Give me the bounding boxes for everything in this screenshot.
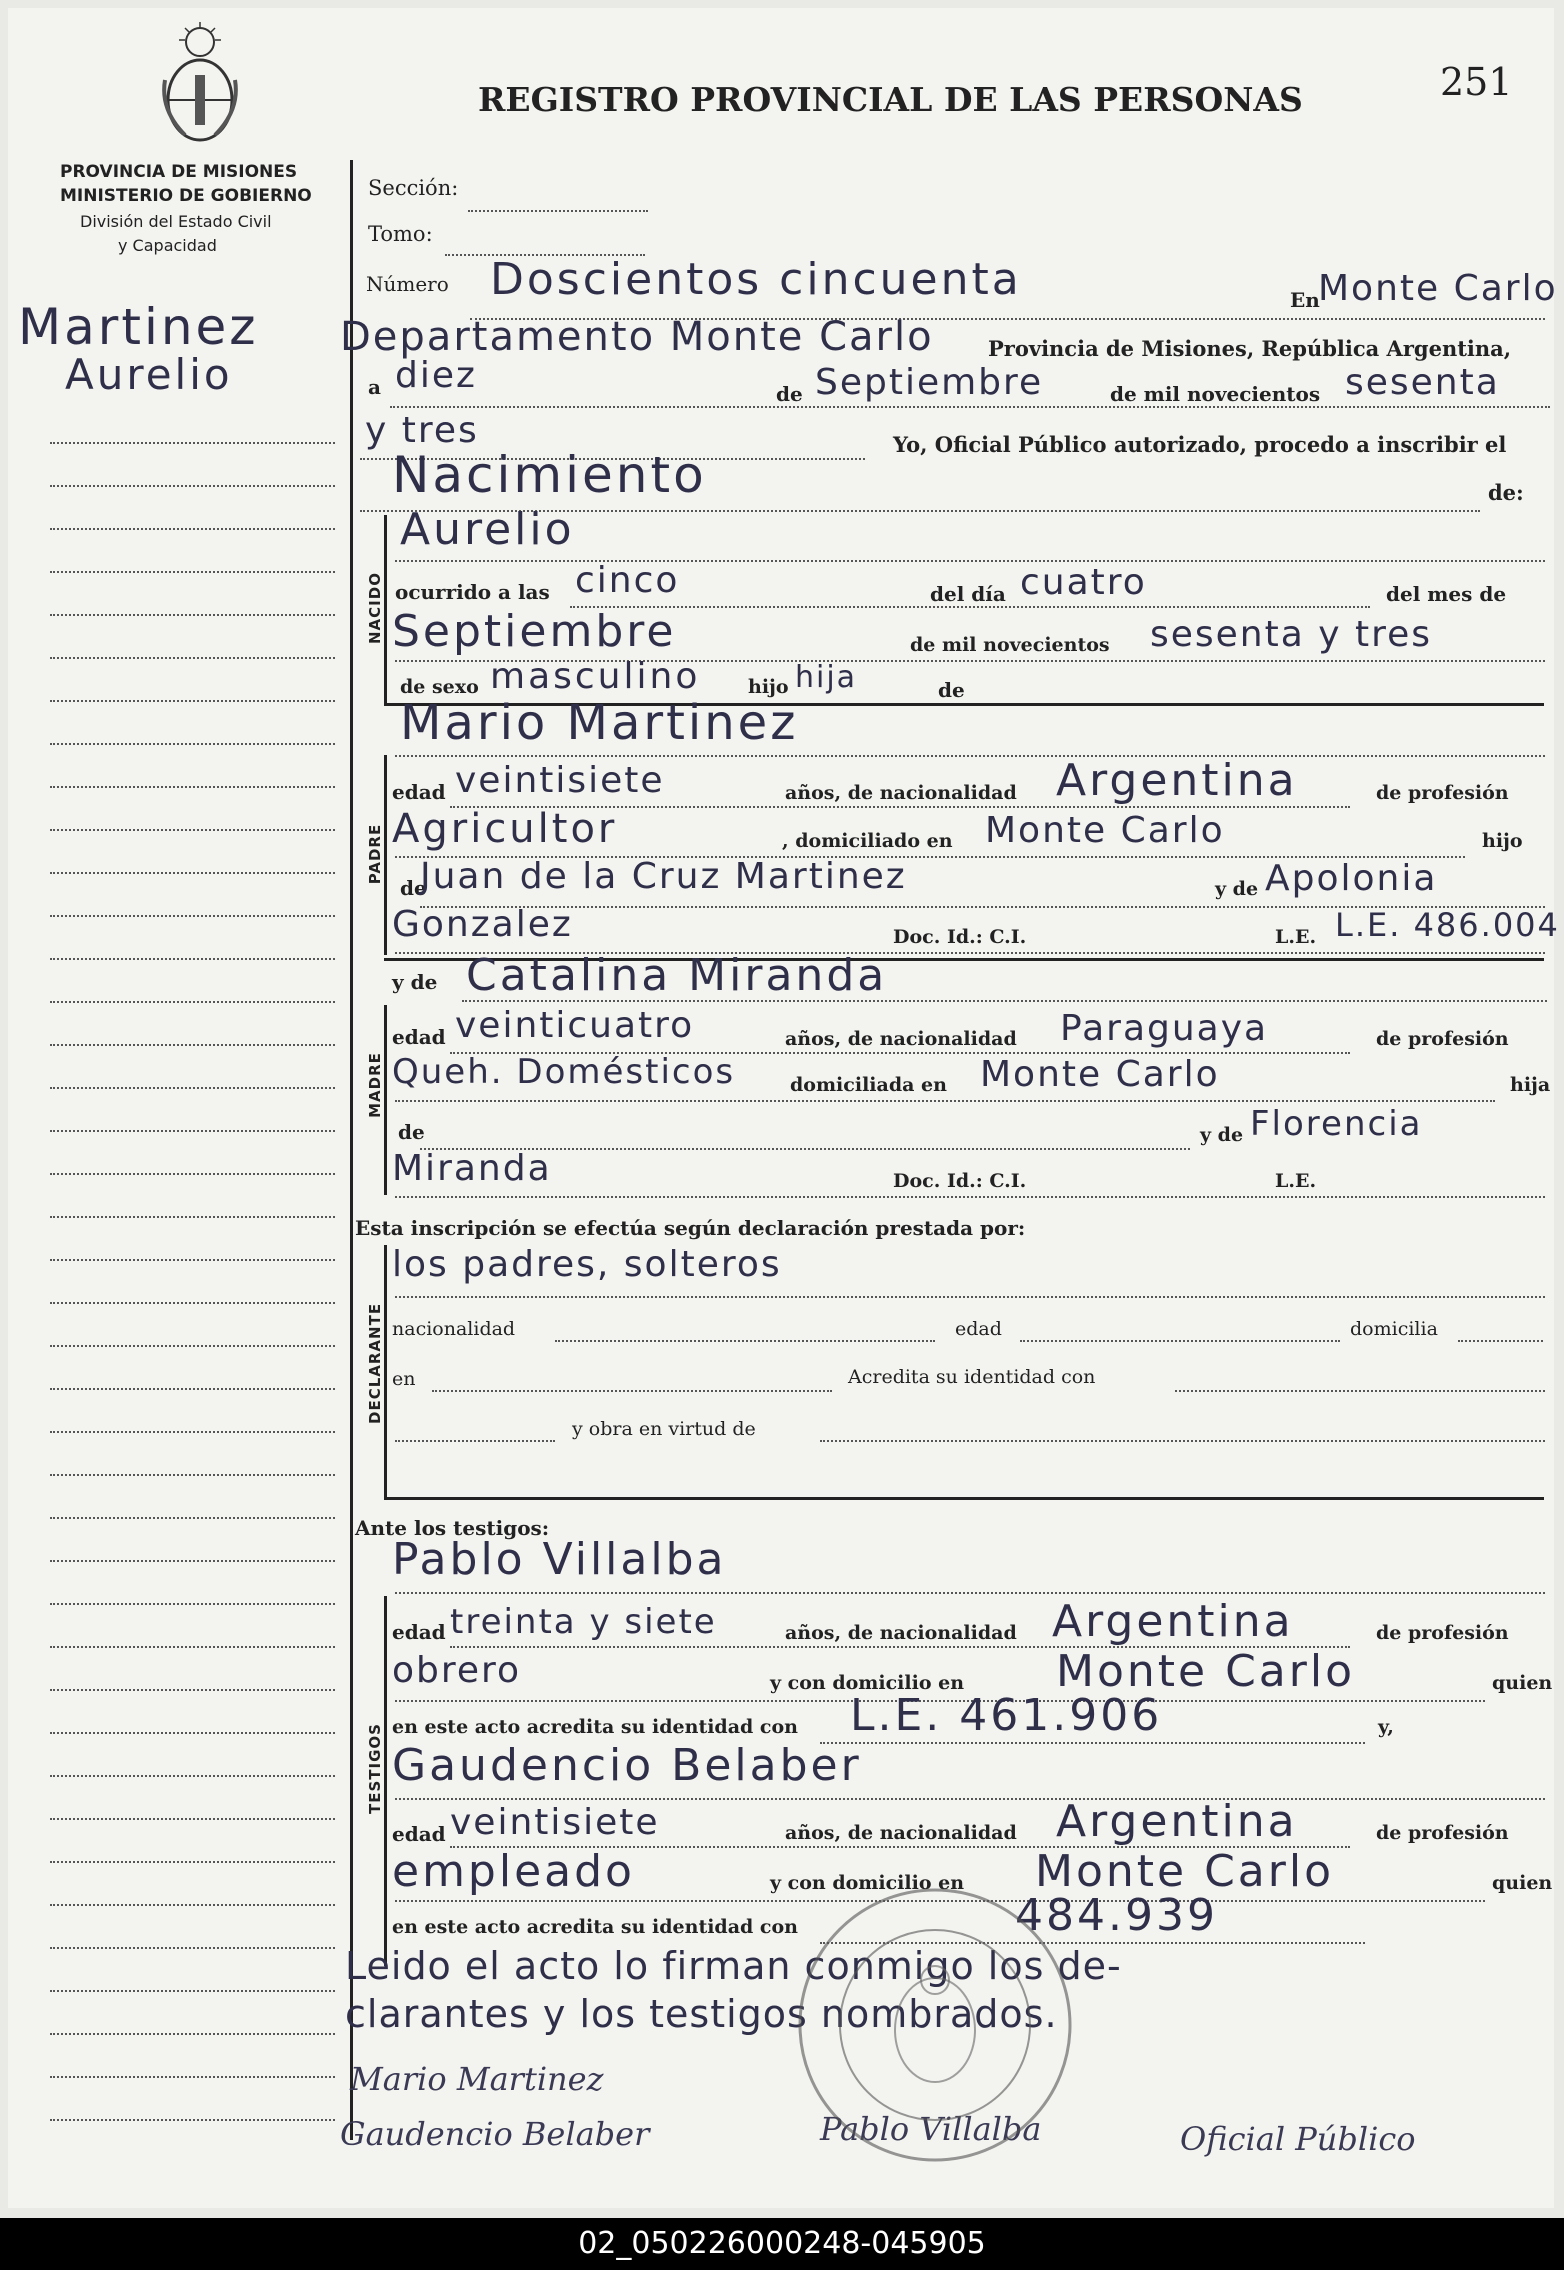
margin-line	[50, 1947, 335, 1949]
margin-line	[50, 1216, 335, 1218]
signature-witness-1: Pablo Villalba	[820, 2110, 1042, 2148]
obra-line-left	[395, 1440, 555, 1442]
margin-line	[50, 1603, 335, 1605]
margin-line	[50, 786, 335, 788]
margin-line	[50, 915, 335, 917]
margin-line	[50, 442, 335, 444]
testigo2-nombre-line	[395, 1798, 1545, 1800]
margin-line	[50, 614, 335, 616]
testigo2-nombre-value: Gaudencio Belaber	[392, 1740, 862, 1791]
inscripcion-label: Esta inscripción se efectúa según declaración prestada por:	[355, 1216, 1026, 1240]
testigo1-profesion-value: obrero	[392, 1650, 522, 1691]
fecha-line	[390, 406, 1550, 408]
testigo1-profesion-label: de profesión	[1376, 1622, 1509, 1644]
nacionalidad-label: nacionalidad	[392, 1318, 516, 1340]
margin-line	[50, 2076, 335, 2078]
coat-of-arms-emblem	[155, 20, 245, 145]
declarante-side-label: DECLARANTE	[366, 1302, 384, 1424]
madre-profesion-value: Queh. Domésticos	[392, 1052, 736, 1092]
mes-inscripcion-value: Septiembre	[815, 362, 1044, 403]
testigos-side-label: TESTIGOS	[366, 1723, 384, 1814]
testigo2-edad-label: edad	[392, 1822, 446, 1846]
margin-line	[50, 1818, 335, 1820]
margin-line	[50, 700, 335, 702]
seccion-label: Sección:	[368, 176, 459, 200]
del-dia-label: del día	[930, 582, 1006, 606]
de-colon-label: de:	[1488, 480, 1524, 505]
margin-line	[50, 1689, 335, 1691]
signature-father: Mario Martinez	[350, 2060, 604, 2098]
madre-hija-label: hija	[1510, 1074, 1551, 1096]
testigo1-anos-nac-label: años, de nacionalidad	[785, 1622, 1017, 1644]
sexo-label: de sexo	[400, 676, 479, 698]
obra-label: y obra en virtud de	[572, 1418, 756, 1440]
nacionalidad-line	[555, 1340, 935, 1342]
abuelo-paterno-value: Juan de la Cruz Martinez	[420, 856, 907, 897]
padre-nombre-value: Mario Martinez	[400, 695, 799, 751]
abuela-paterna-value: Apolonia	[1265, 858, 1438, 899]
numero-value: Doscientos cincuenta	[490, 254, 1022, 305]
en-value: Monte Carlo	[1318, 268, 1558, 309]
padre-side-label: PADRE	[366, 823, 384, 885]
dia-inscripcion-value: diez	[395, 355, 477, 396]
padre-domicilio-value: Monte Carlo	[985, 810, 1225, 851]
yo-label: Yo, Oficial Público autorizado, procedo a inscribir el	[893, 432, 1507, 457]
margin-line	[50, 1173, 335, 1175]
padre-nacionalidad-value: Argentina	[1056, 755, 1298, 806]
testigo1-documento-line	[820, 1742, 1365, 1744]
testigo2-profesion-label: de profesión	[1376, 1822, 1509, 1844]
nota-linea-2: clarantes y los testigos nombrados.	[345, 1992, 1058, 2036]
madre-nacionalidad-value: Paraguaya	[1060, 1008, 1269, 1049]
margin-line	[50, 1560, 335, 1562]
acto-value: Nacimiento	[392, 446, 707, 504]
margin-line	[50, 1990, 335, 1992]
margin-line	[50, 872, 335, 874]
abuela-materna-value: Florencia	[1250, 1104, 1423, 1144]
madre-y-de2-label: y de	[1200, 1124, 1244, 1146]
padre-le-label: L.E.	[1275, 926, 1317, 948]
division-label-2: y Capacidad	[118, 236, 217, 255]
padre-doc-label: Doc. Id.: C.I.	[893, 926, 1027, 948]
obra-line	[820, 1440, 1545, 1442]
de-mil-label: de mil novecientos	[1110, 382, 1321, 406]
testigo1-edad-label: edad	[392, 1620, 446, 1644]
de-label: de	[776, 382, 803, 406]
signature-witness-2: Gaudencio Belaber	[340, 2115, 650, 2153]
nombre-line	[395, 560, 1545, 562]
madre-le-label: L.E.	[1275, 1170, 1317, 1192]
edad2-line	[1020, 1340, 1340, 1342]
nacido-side-label: NACIDO	[366, 572, 384, 644]
signature-official: Oficial Público	[1180, 2120, 1416, 2158]
madre-rule	[384, 1005, 387, 1195]
en-label: En	[1290, 288, 1320, 312]
official-seal-stamp	[790, 1880, 1080, 2170]
padre-hijo-label: hijo	[1482, 830, 1523, 852]
del-mes-label: del mes de	[1386, 582, 1507, 606]
margin-line	[50, 1130, 335, 1132]
padre-de-label: de	[400, 876, 427, 900]
testigo1-quien-label: quien	[1492, 1672, 1553, 1694]
division-label: División del Estado Civil	[80, 212, 272, 231]
padre-domicilio-label: , domiciliado en	[782, 830, 953, 852]
margin-line	[50, 2119, 335, 2121]
acredita-label: Acredita su identidad con	[848, 1366, 1096, 1388]
margin-line	[50, 1259, 335, 1261]
padre-nombre-line	[395, 755, 1545, 757]
margin-line	[50, 571, 335, 573]
padre-edad-value: veintisiete	[455, 760, 665, 801]
margin-line	[50, 1044, 335, 1046]
main-vertical-rule	[350, 160, 353, 2140]
edad2-label: edad	[955, 1318, 1002, 1340]
ministry-label: MINISTERIO DE GOBIERNO	[60, 186, 312, 206]
testigo2-documento-value: 484.939	[1015, 1890, 1218, 1941]
a-label: a	[368, 375, 381, 399]
madre-doc-label: Doc. Id.: C.I.	[893, 1170, 1027, 1192]
declarante-bottom-rule	[384, 1497, 1544, 1500]
de-mil2-label: de mil novecientos	[910, 634, 1110, 656]
testigo2-nacionalidad-value: Argentina	[1056, 1796, 1298, 1847]
testigos-label: Ante los testigos:	[355, 1516, 550, 1540]
tomo-label: Tomo:	[368, 222, 433, 246]
testigo1-nombre-line	[395, 1592, 1545, 1594]
margin-line	[50, 1001, 335, 1003]
margin-line	[50, 1775, 335, 1777]
padre-profesion-label: de profesión	[1376, 782, 1509, 804]
padre-y-de-label: y de	[1215, 878, 1259, 900]
page-title: REGISTRO PROVINCIAL DE LAS PERSONAS	[478, 80, 1303, 119]
margin-line	[50, 1904, 335, 1906]
margin-line	[50, 1087, 335, 1089]
margin-line	[50, 1431, 335, 1433]
declarante-rule	[384, 1245, 387, 1500]
dia-value: cuatro	[1020, 562, 1147, 603]
margin-line	[50, 1732, 335, 1734]
abuela-paterna-value-2: Gonzalez	[392, 904, 573, 945]
margin-line	[50, 1388, 335, 1390]
padre-anos-nac-label: años, de nacionalidad	[785, 782, 1017, 804]
acredita-line	[1175, 1390, 1545, 1392]
domicilia-label: domicilia	[1350, 1318, 1438, 1340]
sexo-value: masculino	[490, 656, 701, 697]
en2-label: en	[392, 1368, 416, 1390]
madre-edad-label: edad	[392, 1025, 446, 1049]
ocurrido-label: ocurrido a las	[395, 580, 550, 604]
y-comma-label: y,	[1378, 1716, 1394, 1738]
provincia-label: Provincia de Misiones, República Argentina,	[988, 336, 1512, 361]
mes-value: Septiembre	[392, 606, 677, 657]
margin-line	[50, 1861, 335, 1863]
testigo1-nacionalidad-value: Argentina	[1052, 1596, 1294, 1647]
margin-surname: Martinez	[18, 298, 259, 356]
anio-inscripcion-value: sesenta	[1345, 362, 1500, 403]
de2-label: de	[938, 678, 965, 702]
hora-line	[570, 606, 1370, 608]
domicilia-line	[1458, 1340, 1543, 1342]
hijo-value: hija	[795, 660, 858, 695]
testigo2-profesion-value: empleado	[392, 1846, 635, 1897]
page-number: 251	[1440, 60, 1513, 104]
testigo1-nombre-value: Pablo Villalba	[392, 1534, 727, 1585]
en2-line	[432, 1390, 832, 1392]
margin-line	[50, 657, 335, 659]
madre-profesion-label: de profesión	[1376, 1028, 1509, 1050]
madre-doc-line	[395, 1196, 1545, 1198]
margin-line	[50, 2033, 335, 2035]
madre-anos-nac-label: años, de nacionalidad	[785, 1028, 1017, 1050]
abuela-materna-value-2: Miranda	[392, 1148, 552, 1189]
declarante-value: los padres, solteros	[392, 1244, 782, 1285]
margin-line	[50, 528, 335, 530]
margin-line	[50, 1517, 335, 1519]
province-label: PROVINCIA DE MISIONES	[60, 162, 298, 182]
margin-line	[50, 958, 335, 960]
margin-line	[50, 1345, 335, 1347]
footer-image-id: 02_050226000248-045905	[0, 2218, 1564, 2270]
madre-nombre-value: Catalina Miranda	[466, 950, 888, 1001]
testigo1-domicilio-label: y con domicilio en	[770, 1672, 965, 1694]
madre-side-label: MADRE	[366, 1052, 384, 1118]
padre-rule	[384, 755, 387, 955]
margin-line	[50, 1474, 335, 1476]
margin-line	[50, 1646, 335, 1648]
nombre-value: Aurelio	[400, 504, 575, 555]
testigo2-anos-nac-label: años, de nacionalidad	[785, 1822, 1017, 1844]
madre-domicilio-value: Monte Carlo	[980, 1054, 1220, 1095]
hora-value: cinco	[575, 560, 680, 601]
padre-profesion-value: Agricultor	[392, 806, 618, 852]
testigo2-edad-value: veintisiete	[450, 1802, 660, 1843]
padre-le-value: L.E. 486.004	[1335, 906, 1560, 944]
seccion-line	[468, 210, 648, 212]
padre-edad-label: edad	[392, 780, 446, 804]
madre-de-label: de	[398, 1120, 425, 1144]
hijo-label: hijo	[748, 676, 789, 698]
madre-edad-value: veinticuatro	[455, 1005, 695, 1046]
testigo2-quien-label: quien	[1492, 1872, 1553, 1894]
madre-nombre-line	[462, 1000, 1547, 1002]
testigo2-acredita-label: en este acto acredita su identidad con	[392, 1916, 798, 1938]
margin-line	[50, 829, 335, 831]
testigos-rule	[384, 1596, 387, 1966]
testigo1-acredita-label: en este acto acredita su identidad con	[392, 1716, 798, 1738]
madre-y-de-label: y de	[392, 970, 438, 994]
testigo1-documento-value: L.E. 461.906	[850, 1690, 1163, 1741]
testigo2-domicilio-value: Monte Carlo	[1035, 1846, 1334, 1897]
madre-domicilio-label: domiciliada en	[790, 1074, 947, 1096]
margin-line	[50, 485, 335, 487]
testigo1-edad-value: treinta y siete	[450, 1602, 717, 1642]
madre-profesion-line	[395, 1100, 1495, 1102]
testigo2-domicilio-label: y con domicilio en	[770, 1872, 965, 1894]
numero-label: Número	[366, 272, 449, 296]
margin-given-name: Aurelio	[65, 350, 233, 399]
anio-value: sesenta y tres	[1150, 614, 1433, 655]
testigo1-domicilio-value: Monte Carlo	[1056, 1646, 1355, 1697]
departamento-value: Departamento Monte Carlo	[340, 314, 934, 360]
nacido-rule	[384, 515, 387, 705]
anio-inscripcion-value-2: y tres	[365, 410, 479, 451]
declarante-line	[395, 1296, 1545, 1298]
nota-linea-1: Leido el acto lo firman conmigo los de-	[345, 1944, 1122, 1988]
margin-line	[50, 1302, 335, 1304]
margin-line	[50, 743, 335, 745]
